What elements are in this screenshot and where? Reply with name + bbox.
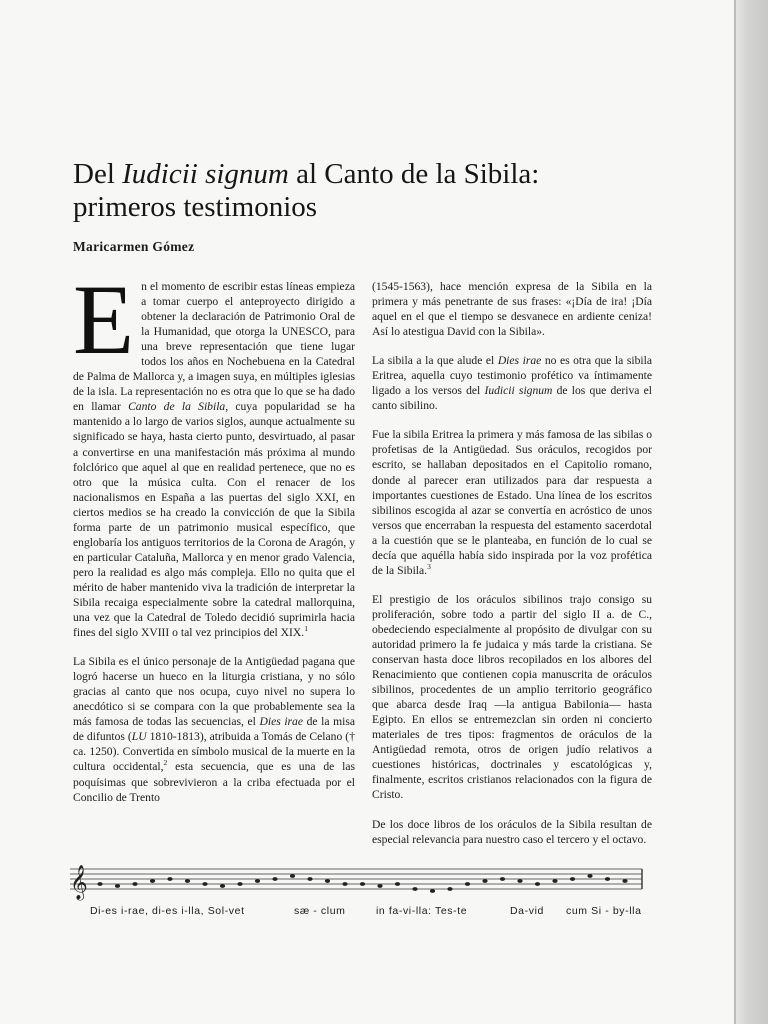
title-italic: Iudicii signum [122, 158, 289, 190]
note-head [325, 879, 330, 883]
footnote-marker: 1 [304, 624, 308, 634]
note-head [167, 877, 172, 881]
note-head [342, 882, 347, 886]
note-head [570, 877, 575, 881]
lyric-4: Da-vid [510, 905, 544, 917]
text-run: n el momento de escribir estas líneas empieza a tomar cuerpo el anteproyecto dirigido a obtener la declaración de Patrimonio Oral de la Humanidad, que otorga la UNESCO, para una breve representación que tiene lugar todos los años en Nochebuena en la Catedral de Palma de Mallorca y, a imagen suya, en múltiples iglesias de la isla. La representación no es otra que lo que se ha dado en llamar [73, 280, 355, 414]
title-part-2: al Canto de la Sibila: [288, 158, 540, 190]
footnote-marker: 2 [163, 758, 168, 768]
lyric-2: sæ - clum [294, 905, 346, 917]
paragraph [73, 264, 355, 640]
note-head [255, 879, 260, 883]
notes [97, 874, 627, 893]
article-title [73, 158, 673, 224]
paragraph: (1545-1563), hace mención expresa de la Sibila en la primera y más penetrante de sus frases: «¡Día de ira! ¡Día aquel en el que el tiempo se desvanece en ardiente ceniza! Así lo atestigua David con la Sibila». [372, 280, 652, 339]
paragraph [73, 654, 355, 804]
note-head [395, 882, 400, 886]
note-head [272, 877, 277, 881]
note-head [377, 884, 382, 888]
text-run: La sibila a la que alude el [372, 354, 498, 368]
title-line-2: primeros testimonios [73, 191, 318, 223]
text-run: de la misa de difuntos ( [73, 715, 355, 744]
paragraph [372, 427, 652, 577]
italic-run: Canto de la Sibila, [128, 400, 229, 414]
text-run: 1810-1813), atribuida a Tomás de Celano († ca. 1250). Convertida en símbolo musical de la muerte en la cultura occidental, [73, 730, 355, 774]
staff-lines [70, 869, 642, 889]
note-head [447, 887, 452, 891]
paragraph: El prestigio de los oráculos sibilinos trajo consigo su proliferación, sobre todo a partir del siglo II a. de C., obedeciendo especialmente al propósito de divulgar con su autoridad primero la fe judaica y más tarde la cristiana. Se conservan hasta doce libros recopilados en los albores del Renacimiento que contienen copia manuscrita de oráculos sibilinos, procedentes de un amplio territorio geográfico que abarca desde Iraq —la antigua Babilonia— hasta Egipto. En ellos se entremezclan sin orden ni concierto materiales de tres tipos: fragmentos de oráculos de la Antigüedad remota, otros de origen judío relativos a cuestiones históricas, doctrinales y escatológicas y, finalmente, escritos cristianos relacionados con la figura de Cristo. [372, 592, 652, 802]
note-head [202, 882, 207, 886]
text-run: no es otra que la sibila Eritrea, aquella cuyo testimonio profético va íntimamente ligado a los versos del [372, 354, 652, 398]
right-column [372, 279, 652, 861]
note-head [237, 882, 242, 886]
lyric-1: Di-es i-rae, di-es i-lla, Sol-vet [90, 905, 245, 917]
lyric-3: in fa-vi-lla: Tes-te [376, 905, 468, 917]
italic-run: Dies irae [497, 354, 542, 368]
note-head [465, 882, 470, 886]
note-head [307, 877, 312, 881]
note-head [430, 889, 435, 893]
note-head [535, 882, 540, 886]
note-head [482, 879, 487, 883]
paragraph: De los doce libros de los oráculos de la Sibila resultan de especial relevancia para nuestro caso el tercero y el octavo. [372, 817, 652, 846]
note-head [150, 879, 155, 883]
note-head [622, 879, 627, 883]
italic-run: LU [131, 730, 147, 744]
note-head [115, 884, 120, 888]
page-edge [734, 0, 768, 1024]
paragraph [372, 353, 652, 413]
note-head [517, 879, 522, 883]
note-head [500, 877, 505, 881]
left-column [73, 264, 355, 819]
treble-clef-icon: 𝄞 [70, 865, 88, 900]
note-head [97, 882, 102, 886]
music-staff [66, 859, 656, 929]
note-head [290, 874, 295, 878]
text-run: La Sibila es el único personaje de la Antigüedad pagana que logró hacerse un hueco en la liturgia cristiana, y no sólo gracias al canto que nos ocupa, cuyo nivel no supera lo anecdótico si se compara con la que probablemente sea la más famosa de todas las secuencias, el [73, 655, 355, 729]
title-part-1: Del [73, 158, 123, 190]
note-head [185, 879, 190, 883]
note-head [360, 882, 365, 886]
text-run: esta secuencia, que es una de las poquísimas que sobrevivieron a la criba efectuada por el Concilio de Trento [73, 760, 355, 804]
text-run: de los que deriva el canto sibilino. [372, 384, 652, 413]
note-head [552, 879, 557, 883]
text-run: cuya popularidad se ha mantenido a lo largo de varios siglos, aunque actualmente su significado se haya, hasta cierto punto, desvirtuado, al pasar a convertirse en una manifestación más próxima al mundo folclórico que aquel al que en realidad pertenece, que no es otro que la música culta. Con el renacer de los nacionalismos en España a las puertas del siglo XXI, en ciertos medios se ha creado la convicción de que la Sibila forma parte de un patrimonio musical específico, que englobaría los antiguos territorios de la Corona de Aragón, y en particular Cataluña, Mallorca y en menor grado Valencia, pero la realidad es algo más compleja. Ello no quita que el mérito de haber mantenido viva la tradición de interpretar la Sibila recaiga especialmente sobre la catedral mallorquina, una vez que la Catedral de Toledo decidió suprimirla hacia fines del siglo XVIII o tal vez principios del XIX. [73, 400, 355, 640]
author-name: Maricarmen Gómez [73, 239, 195, 254]
lyric-5: cum Si - by-lla [566, 905, 642, 917]
footnote-marker: 3 [427, 561, 431, 571]
note-head [587, 874, 592, 878]
note-head [605, 877, 610, 881]
italic-run: Iudicii signum [484, 384, 553, 398]
text-run: Fue la sibila Eritrea la primera y más famosa de las sibilas o profetisas de la Antigüedad. Sus oráculos, recogidos por escrito, se hallaban depositados en el Capitolio romano, donde al parecer eran utilizados para dar respuesta a importantes cuestiones de Estado. Una línea de los escritos sibilinos escogida al azar se convertía en acróstico de unos versos que encerraban la respuesta del estamento sacerdotal a la cuestión que se le planteaba, en función de lo cual se decía que aquélla había sido inspirada por la voz profética de la Sibila. [372, 428, 652, 577]
note-head [132, 882, 137, 886]
note-head [220, 884, 225, 888]
italic-run: Dies irae [259, 715, 303, 729]
staff-notation [66, 859, 656, 901]
note-head [412, 887, 417, 891]
drop-cap: E [73, 264, 135, 375]
